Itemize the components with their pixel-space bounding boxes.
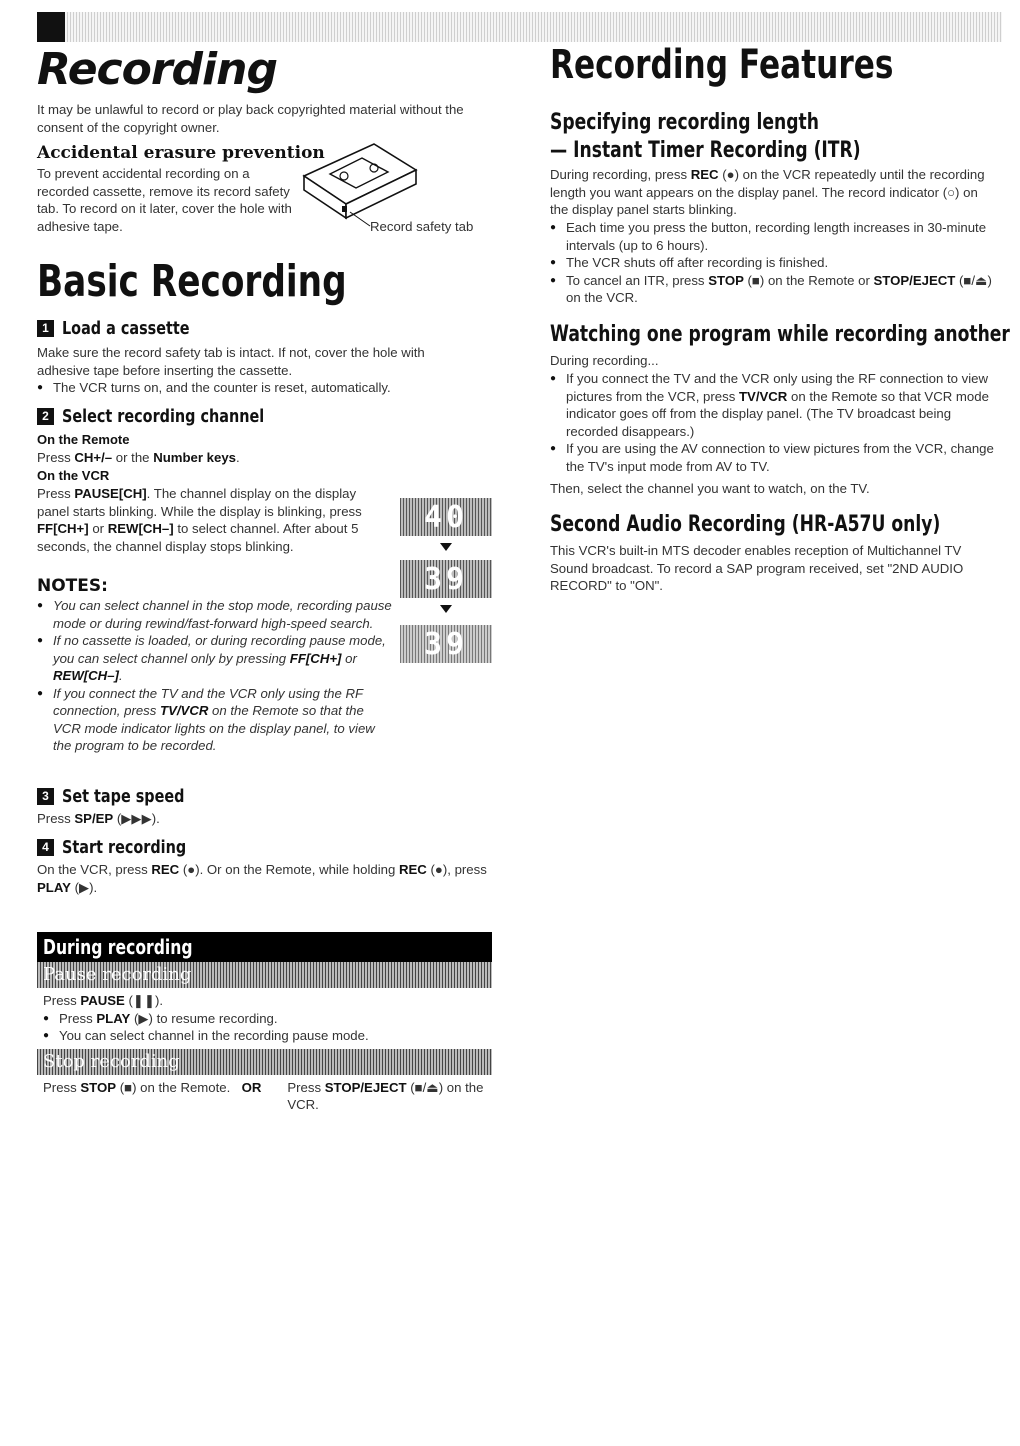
watch-bullets (550, 370, 995, 475)
rec-key-remote: REC (398, 862, 427, 877)
pause-bullet-2: ● You can select channel in the recording pause mode. (43, 1027, 486, 1045)
stop-left-pre: Press (43, 1079, 81, 1095)
rec-key: REC (151, 862, 180, 877)
step4-title: Start recording (62, 837, 187, 858)
pause-key: PAUSE (80, 993, 125, 1008)
basic-recording-title: Basic Recording (37, 256, 347, 307)
itr-b3-post: (■/⏏) on the VCR. (566, 272, 992, 305)
stop-left-post: (■) on the Remote. (116, 1079, 231, 1095)
stop-recording-body (37, 1075, 492, 1118)
sp-ep-key: SP/EP (74, 811, 114, 826)
step2-title: Select recording channel (62, 406, 265, 427)
pause-bullets (43, 1010, 486, 1045)
channel-display-2-value: 39 (423, 561, 469, 597)
step1-bullets (37, 379, 477, 397)
step2-number: 2 (37, 408, 54, 425)
step4-pre: On the VCR, press (37, 862, 152, 877)
pause-recording-heading: Pause recording (37, 962, 492, 988)
itr-rec-key: REC (690, 167, 719, 182)
itr-heading-2: — Instant Timer Recording (ITR) (550, 138, 861, 163)
itr-stop-key: STOP (708, 272, 744, 288)
wb1-tvvcr: TV/VCR (738, 388, 788, 404)
itr-bullets (550, 219, 995, 307)
stop-recording-heading: Stop recording (37, 1049, 492, 1075)
pause-line (43, 992, 486, 1010)
pause-post: (❚❚). (124, 993, 164, 1008)
remote-heading: On the Remote (37, 432, 130, 447)
vcr-text-post: to select channel. After about 5 seconds, the channel display stops blinking. (37, 521, 359, 554)
pause-bullet-1 (43, 1010, 486, 1028)
remote-text-post: . (236, 450, 240, 465)
sap-heading: Second Audio Recording (HR-A57U only) (550, 512, 941, 537)
step1-heading (37, 318, 221, 339)
note2-pre: If no cassette is loaded, or during recording pause mode, you can select channel only by pressing (53, 633, 386, 666)
or-label: OR (241, 1079, 262, 1095)
note-2 (37, 632, 392, 685)
channel-display-3-value: 39 (423, 626, 469, 662)
erasure-text: To prevent accidental recording on a recorded cassette, remove its record safety tab. To record on it later, cover the hole with adhesive tape. (37, 166, 292, 234)
channel-display-3 (400, 625, 492, 663)
note3-pre: If you connect the TV and the VCR only using the RF connection, press (53, 685, 363, 718)
ch-keys: CH+/– (74, 450, 113, 465)
notes-heading: NOTES: (37, 576, 108, 596)
channel-display-1 (400, 498, 492, 536)
step1-number: 1 (37, 320, 54, 337)
channel-display-1-value: 40 (423, 499, 469, 535)
watch-heading: Watching one program while recording another (550, 322, 1010, 347)
intro-text: It may be unlawful to record or play back copyrighted material without the consent of the copyright owner. (37, 102, 464, 135)
pb1-play: PLAY (96, 1010, 131, 1026)
number-keys: Number keys (153, 450, 237, 465)
stop-left (43, 1079, 242, 1114)
step2-heading (37, 406, 315, 427)
remote-text (37, 449, 240, 467)
stop-key: STOP (80, 1079, 117, 1095)
erasure-heading: Accidental erasure prevention (37, 143, 325, 163)
step4-mid1: (●). Or on the Remote, while holding (179, 862, 399, 877)
down-arrow-icon (440, 543, 452, 551)
sap-text: This VCR's built-in MTS decoder enables reception of Multichannel TV Sound broadcast. To record a SAP program received, set "2ND AUDIO RECORD" to "ON". (550, 543, 964, 593)
itr-heading-1: Specifying recording length (550, 110, 819, 135)
step3-text (37, 810, 160, 828)
step1-title: Load a cassette (62, 318, 190, 339)
step1-bullet: ● The VCR turns on, and the counter is reset, automatically. (37, 379, 477, 397)
header-bar (37, 12, 1002, 42)
recording-features-title: Recording Features (550, 42, 894, 88)
during-recording-panel (37, 932, 492, 1118)
stop-right-post: (■/⏏) on the VCR. (287, 1079, 484, 1112)
itr-text (550, 166, 995, 219)
pause-ch-key: PAUSE[CH] (74, 486, 147, 501)
note-3 (37, 685, 392, 755)
itr-stop-eject-key: STOP/EJECT (873, 272, 956, 288)
watch-bullet-2: ● If you are using the AV connection to view pictures from the VCR, change the TV's input mode from AV to TV. (550, 440, 995, 475)
vcr-text-pre: Press (37, 486, 75, 501)
ff-key: FF[CH+] (37, 521, 89, 536)
vcr-text-mid1: . The channel display on the display panel starts blinking. While the display is blinking, press (37, 486, 362, 519)
step4-mid2: (●), press (426, 862, 487, 877)
note3-post: on the Remote so that the VCR mode indicator lights on the display panel, to view the program to be recorded. (53, 703, 375, 753)
stop-right-pre: Press (287, 1079, 325, 1095)
vcr-text-mid2: or (88, 521, 108, 536)
step4-heading (37, 837, 217, 858)
vcr-text (37, 485, 392, 555)
watch-then: Then, select the channel you want to watch, on the TV. (550, 481, 870, 496)
step1-text: Make sure the record safety tab is intact. If not, cover the hole with adhesive tape before inserting the cassette. (37, 345, 425, 378)
itr-pre: During recording, press (550, 167, 691, 182)
panel-title-text: During recording (43, 935, 193, 959)
watch-intro: During recording... (550, 353, 659, 368)
watch-bullet-1 (550, 370, 995, 440)
itr-bullet-3 (550, 272, 995, 307)
itr-post: (●) on the VCR repeatedly until the recording length you want appears on the display panel. The record indicator (○) on the display panel starts blinking. (550, 167, 985, 217)
note2-mid: or (341, 650, 357, 666)
step4-post: (▶). (70, 879, 98, 895)
pb1-post: (▶) to resume recording. (130, 1010, 278, 1026)
cassette-icon (300, 140, 420, 230)
remote-text-pre: Press (37, 450, 75, 465)
step4-number: 4 (37, 839, 54, 856)
stop-right (287, 1079, 486, 1114)
remote-text-mid: or the (112, 450, 154, 465)
note-1: ● You can select channel in the stop mode, recording pause mode or during rewind/fast-forward high-speed search. (37, 597, 392, 632)
itr-bullet-2: ● The VCR shuts off after recording is finished. (550, 254, 995, 272)
wb1-post: on the Remote so that VCR mode indicator goes off from the display panel. (The TV broadcast being recorded disappears.) (566, 388, 989, 439)
note3-tvvcr: TV/VCR (160, 703, 209, 718)
step3-post: (▶▶▶). (113, 811, 160, 826)
pause-pre: Press (43, 993, 81, 1008)
step3-title: Set tape speed (62, 786, 185, 807)
step3-pre: Press (37, 811, 75, 826)
note2-ff: FF[CH+] (289, 650, 342, 666)
stop-eject-key: STOP/EJECT (324, 1079, 407, 1095)
panel-title (37, 932, 492, 962)
notes-list (37, 597, 392, 755)
play-key: PLAY (37, 879, 71, 895)
step4-text (37, 861, 489, 896)
pause-recording-body (37, 988, 492, 1049)
channel-display-2 (400, 560, 492, 598)
page-title: Recording (37, 44, 277, 95)
step3-number: 3 (37, 788, 54, 805)
vcr-heading: On the VCR (37, 468, 110, 483)
note2-post: . (118, 668, 123, 683)
wb1-pre: If you connect the TV and the VCR only using the RF connection to view pictures from the VCR, press (566, 371, 988, 404)
step3-heading (37, 786, 215, 807)
itr-b3-pre: To cancel an ITR, press (566, 272, 709, 288)
header-block (37, 12, 65, 42)
itr-b3-mid: (■) on the Remote or (743, 272, 874, 288)
rew-key: REW[CH–] (107, 521, 174, 536)
safety-tab-label: Record safety tab (370, 219, 474, 234)
down-arrow-icon (440, 605, 452, 613)
pb1-pre: Press (59, 1010, 97, 1026)
itr-bullet-1: ● Each time you press the button, recording length increases in 30-minute intervals (up to 6 hours). (550, 219, 995, 254)
note2-rew: REW[CH–] (53, 668, 119, 683)
